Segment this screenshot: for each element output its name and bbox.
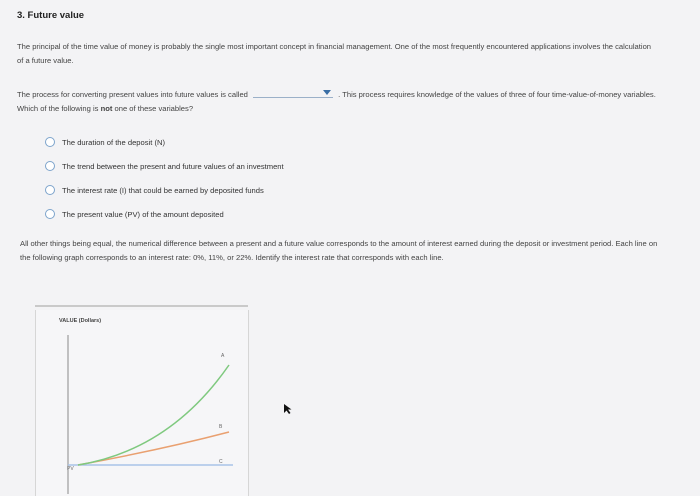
option-label: The trend between the present and future values of an investment xyxy=(62,161,284,171)
intro-paragraph: The principal of the time value of money is probably the single most important concept in financial management. One of the most frequently encountered applications involves the calculation of a future value. xyxy=(17,42,652,65)
graph-y-axis-label: VALUE (Dollars) xyxy=(59,318,102,324)
line-a-label: A xyxy=(221,353,225,359)
question-text-end: one of these variables? xyxy=(114,104,194,113)
line-c-label: C xyxy=(219,459,223,465)
question-text-after: . This process requires knowledge of the values of three of four time-value-of-money variables. Which of the following is xyxy=(17,90,656,113)
option-label: The interest rate (I) that could be earned by deposited funds xyxy=(62,185,264,195)
origin-label: PV xyxy=(67,466,74,472)
question-text-before: The process for converting present values into future values is called xyxy=(17,90,248,99)
mouse-cursor-icon xyxy=(283,403,293,415)
question-bold-word: not xyxy=(100,104,113,113)
graph-question-paragraph: All other things being equal, the numerical difference between a present and a future value corresponds to the amount of interest earned during the deposit or investment period. Each line on the following graph corresponds to an interest rate: 0%, 11%, or 22%. Identify the interest rate that corresponds with each line. xyxy=(20,239,658,262)
option-label: The present value (PV) of the amount deposited xyxy=(62,209,224,219)
section-title: 3. Future value xyxy=(17,10,85,21)
line-b-label: B xyxy=(219,424,223,430)
option-label: The duration of the deposit (N) xyxy=(62,137,165,147)
